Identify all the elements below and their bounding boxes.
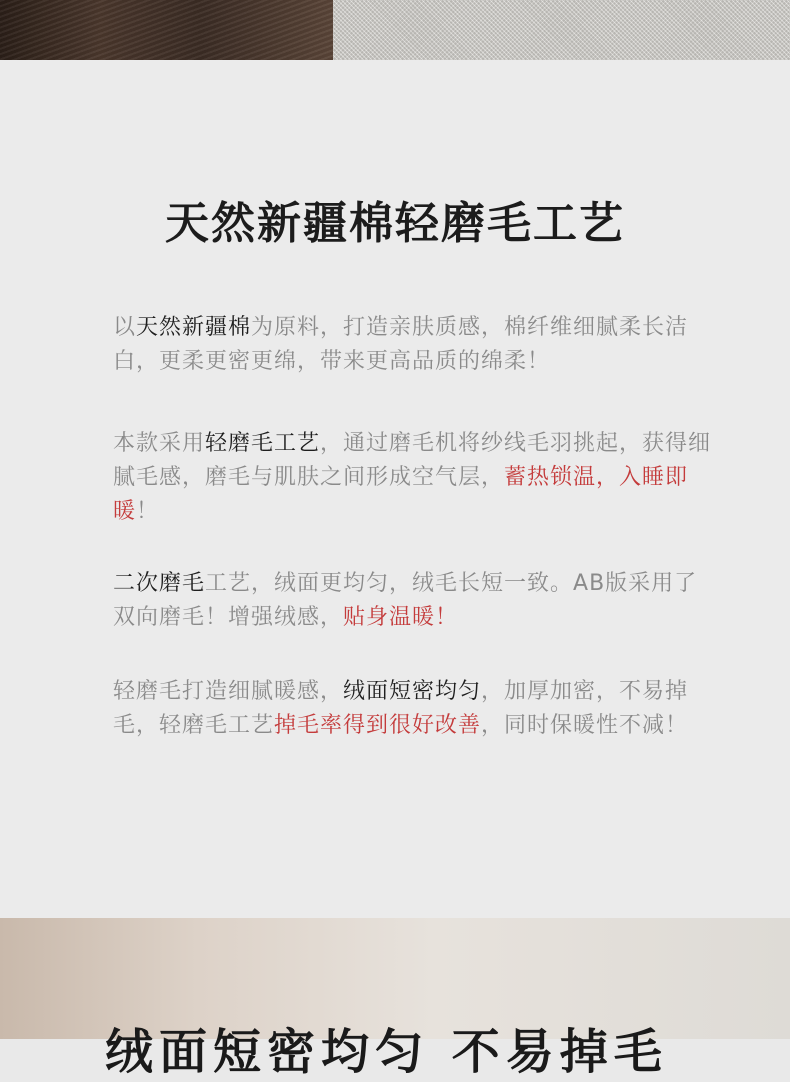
p3-seg-0: 二次磨毛 — [113, 571, 206, 596]
p1-seg-1: 天然新疆棉 — [136, 315, 252, 340]
p4-seg-0: 轻磨毛打造细腻暖感， — [113, 679, 344, 704]
p2-seg-1: 轻磨毛工艺 — [205, 431, 321, 456]
p1-seg-2: 为原料，打造亲肤质感，棉纤维细腻柔长洁白，更柔更密更绵，带来更高品质的绵柔！ — [113, 315, 689, 374]
bottom-banner-title: 绒面短密均匀 不易掉毛 — [105, 1024, 668, 1080]
p2-seg-0: 本款采用 — [113, 431, 206, 456]
p2-seg-4: ！ — [136, 499, 160, 524]
p4-seg-4: ，同时保暖性不减！ — [481, 713, 689, 738]
paragraph-3 — [113, 567, 713, 635]
paragraph-1 — [113, 311, 713, 379]
wood-floor-photo — [0, 0, 333, 60]
p4-seg-1: 绒面短密均匀 — [343, 679, 482, 704]
p3-seg-1: 工艺，绒面更均匀，绒毛长短一致。AB版采用了双向磨毛！增强绒感， — [113, 571, 698, 630]
p3-seg-2: 贴身温暖！ — [343, 605, 459, 630]
fabric-texture-photo — [333, 0, 790, 60]
p4-seg-2: ，加厚加密，不易掉毛，轻磨毛工艺 — [113, 679, 689, 738]
p2-seg-2: ，通过磨毛机将纱线毛羽挑起，获得细腻毛感，磨毛与肌肤之间形成空气层， — [113, 431, 712, 490]
paragraph-4 — [113, 675, 713, 743]
p4-seg-3: 掉毛率得到很好改善 — [274, 713, 482, 738]
p1-seg-0: 以 — [113, 315, 137, 340]
p2-seg-3: 蓄热锁温，入睡即暖 — [113, 465, 689, 524]
paragraph-2 — [113, 427, 713, 529]
section-heading: 天然新疆棉轻磨毛工艺 — [165, 198, 625, 249]
bottom-banner-photo — [0, 918, 790, 1039]
top-product-photo — [0, 0, 790, 60]
